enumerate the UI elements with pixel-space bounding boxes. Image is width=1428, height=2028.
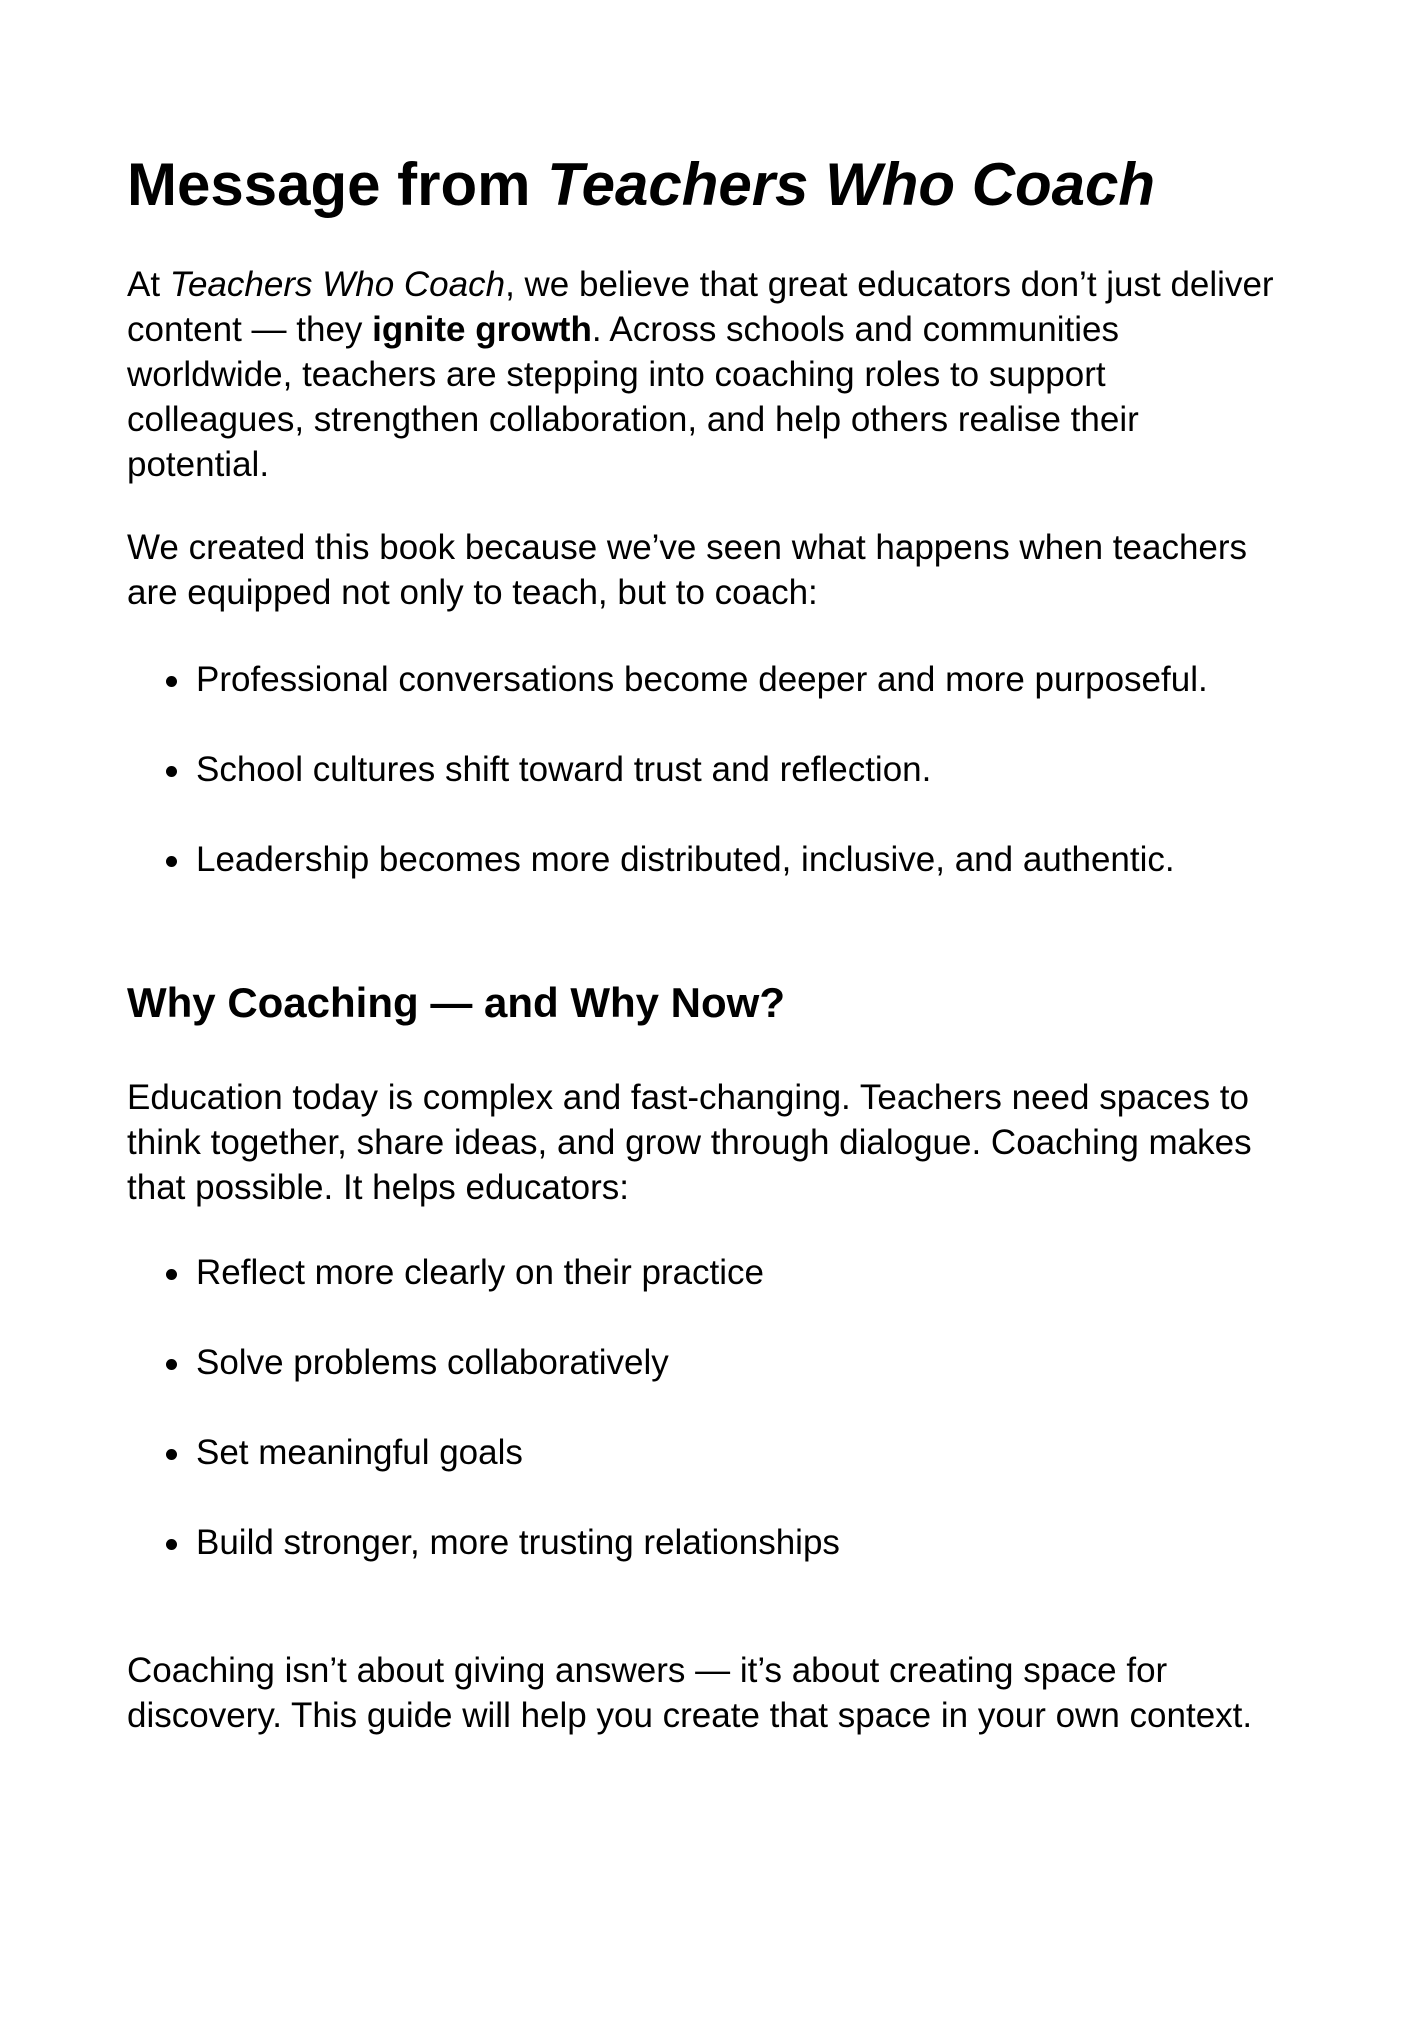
bullet-icon [166, 676, 177, 687]
title-text: Message from [127, 151, 548, 218]
document-content [127, 0, 1367, 1738]
bullet-list-outcomes [127, 657, 1367, 882]
section-heading: Why Coaching — and Why Now? [127, 979, 785, 1026]
text-line: We created this book because we’ve seen what happens when teachers [127, 528, 1248, 567]
text-run: content — they [127, 310, 373, 349]
text-line [127, 307, 1367, 352]
list-item [127, 837, 1367, 882]
text-line [127, 262, 1367, 307]
title-italic-text: Teachers Who Coach [547, 151, 1156, 218]
paragraph-second [127, 525, 1367, 615]
list-item [127, 1340, 1367, 1385]
text-line: think together, share ideas, and grow through dialogue. Coaching makes [127, 1123, 1252, 1162]
italic-run: Teachers Who Coach [169, 265, 506, 304]
text-run: , we believe that great educators don’t just deliver [505, 265, 1274, 304]
text-run: At [127, 265, 170, 304]
bold-run: ignite growth [372, 310, 592, 349]
list-item [127, 747, 1367, 792]
page-title [127, 149, 1367, 221]
bullet-icon [166, 1269, 177, 1280]
list-item-text: Professional conversations become deeper and more purposeful. [196, 660, 1208, 699]
text-line: Coaching isn’t about giving answers — it’s about creating space for [127, 1651, 1168, 1690]
list-item [127, 1250, 1367, 1295]
text-run: . Across schools and communities [591, 310, 1120, 349]
paragraph-why [127, 1075, 1367, 1210]
list-item [127, 657, 1367, 702]
bullet-icon [166, 766, 177, 777]
bullet-icon [166, 1449, 177, 1460]
bullet-icon [166, 1359, 177, 1370]
paragraph-closing [127, 1648, 1367, 1738]
bullet-list-benefits [127, 1250, 1367, 1565]
list-item-text: Solve problems collaboratively [196, 1343, 669, 1382]
list-item [127, 1430, 1367, 1475]
text-line: that possible. It helps educators: [127, 1168, 629, 1207]
list-item-text: Set meaningful goals [196, 1433, 523, 1472]
list-item-text: Leadership becomes more distributed, inclusive, and authentic. [196, 840, 1175, 879]
text-line: worldwide, teachers are stepping into coaching roles to support [127, 355, 1106, 394]
text-line: colleagues, strengthen collaboration, and help others realise their [127, 400, 1139, 439]
bullet-icon [166, 856, 177, 867]
list-item-text: Build stronger, more trusting relationships [196, 1523, 840, 1562]
list-item-text: Reflect more clearly on their practice [196, 1253, 764, 1292]
list-item-text: School cultures shift toward trust and reflection. [196, 750, 932, 789]
list-item [127, 1520, 1367, 1565]
text-line: potential. [127, 445, 270, 484]
paragraph-intro [127, 262, 1367, 487]
bullet-icon [166, 1539, 177, 1550]
text-line: discovery. This guide will help you create that space in your own context. [127, 1696, 1253, 1735]
text-line: Education today is complex and fast-changing. Teachers need spaces to [127, 1078, 1249, 1117]
text-line: are equipped not only to teach, but to coach: [127, 573, 818, 612]
